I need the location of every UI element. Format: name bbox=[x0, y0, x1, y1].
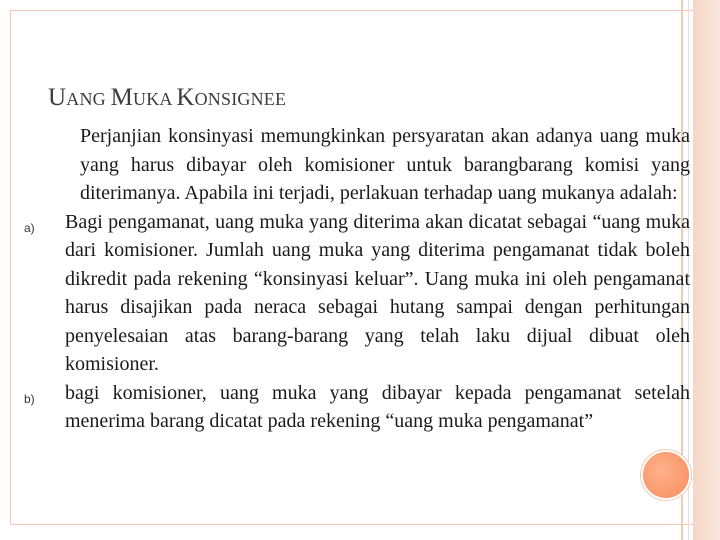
title-rest: ONSIGNEE bbox=[194, 89, 287, 109]
decorative-side-strip bbox=[693, 0, 720, 540]
slide-title bbox=[48, 84, 286, 112]
slide-body bbox=[24, 122, 690, 436]
list-marker: a) bbox=[24, 220, 35, 235]
list-item bbox=[24, 379, 690, 436]
list-item-text: bagi komisioner, uang muka yang dibayar kepada pengamanat setelah menerima barang dicatat pada rekening “uang muka pengamanat” bbox=[65, 381, 690, 432]
decorative-circle-icon bbox=[641, 450, 691, 500]
title-rest: ANG bbox=[66, 89, 111, 109]
title-initial: M bbox=[110, 84, 134, 111]
title-initial: U bbox=[48, 84, 67, 111]
title-rest: UKA bbox=[133, 89, 177, 109]
title-initial: K bbox=[176, 84, 195, 111]
item-list bbox=[24, 208, 690, 436]
list-item bbox=[24, 208, 690, 379]
intro-paragraph: Perjanjian konsinyasi memungkinkan persyaratan akan adanya uang muka yang harus dibayar oleh komisioner untuk barangbarang komisi yang diterimanya. Apabila ini terjadi, perlakuan terhadap uang mukanya adalah: bbox=[80, 125, 690, 204]
list-marker: b) bbox=[24, 391, 35, 406]
list-item-text: Bagi pengamanat, uang muka yang diterima akan dicatat sebagai “uang muka dari komisioner. Jumlah uang muka yang diterima pengamanat tidak boleh dikredit pada rekening “konsinyasi keluar”. Uang muka ini oleh pengamanat harus disajikan pada neraca sebagai hutang sampai dengan perhitungan penyelesaian atas barang-barang yang telah laku dijual dibuat oleh komisioner. bbox=[65, 210, 690, 375]
